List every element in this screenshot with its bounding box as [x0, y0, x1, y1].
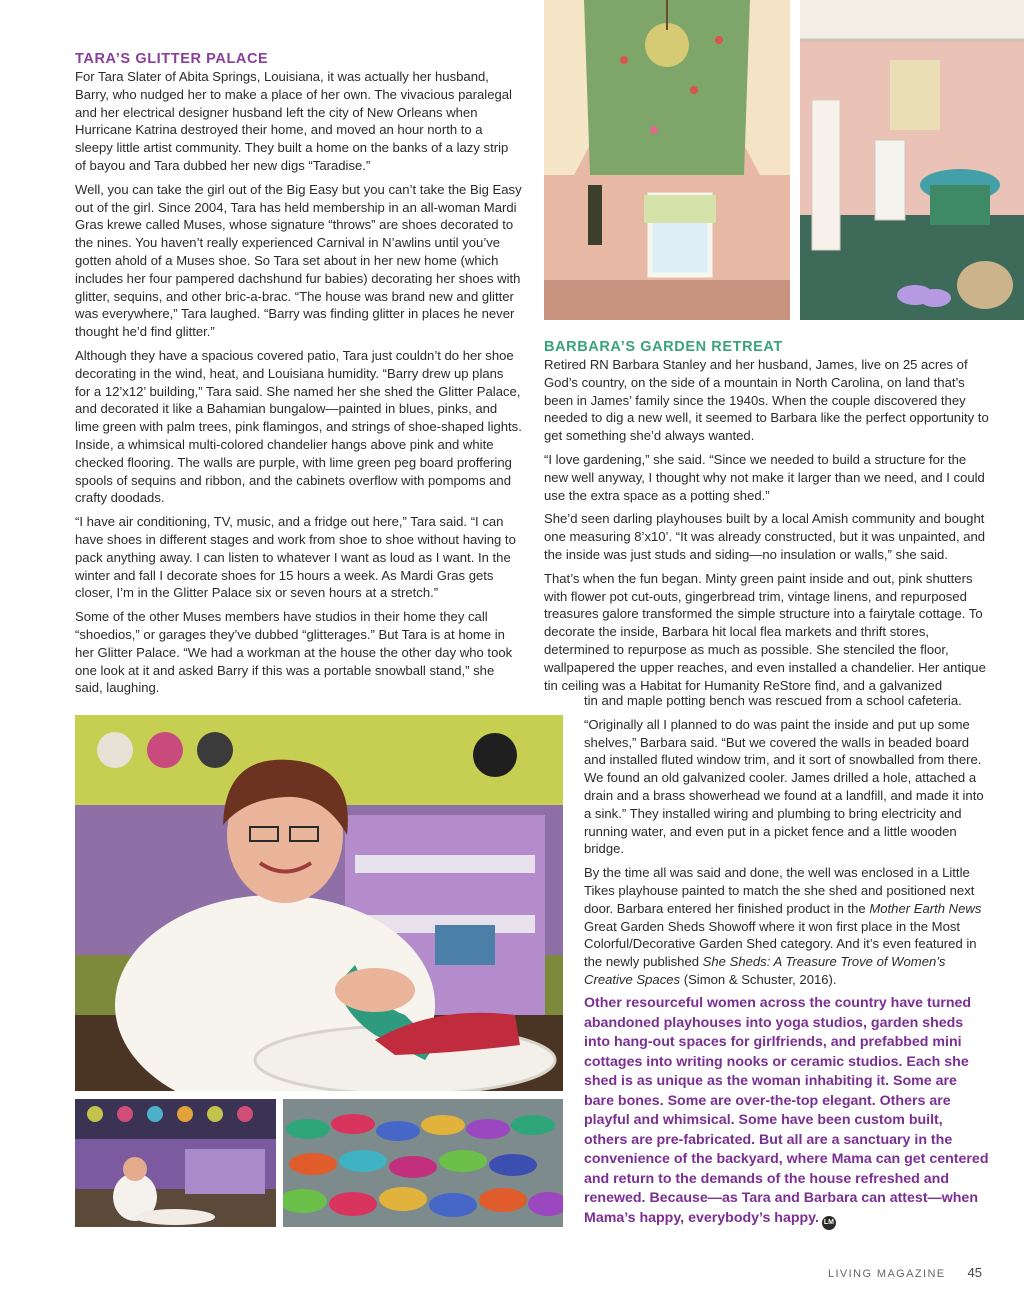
tara-decorating-shoe-photo	[75, 715, 563, 1091]
magazine-name: LIVING MAGAZINE	[827, 1268, 946, 1280]
barbara-section-continued	[584, 692, 992, 995]
tara-heading: TARA’S GLITTER PALACE	[75, 51, 269, 67]
barbara-paragraph-4: That’s when the fun began. Minty green paint inside and out, pink shutters with flower pot cut-outs, gingerbread trim, vintage linens, and repurposed treasures galore transformed the simple structure into a fairytale cottage. To decorate the inside, Barbara hit local flea markets and thrift stores, determined to repurpose as much as possible. She stenciled the floor, wallpapered the upper reaches, and even installed a chandelier. Her antique tin ceiling was a Habitat for Humanity ReStore find, and a galvanized	[544, 570, 986, 693]
page-number: 45	[967, 1265, 982, 1280]
barbara-section	[544, 338, 993, 700]
page-footer	[828, 1265, 982, 1280]
tara-paragraph-4: “I have air conditioning, TV, music, and a fridge out here,” Tara said. “I can have shoes in different stages and work from shoe to shoe without having to pack anything away. I can listen to whatever I want as loud as I want. In the winter and fall I decorate shoes for 15 hours a week. As Mardi Gras gets closer, I’m in the Glitter Palace six or seven hours at a stretch.”	[75, 514, 516, 601]
book-title: She Sheds: A Treasure Trove of Women’s Creative Spaces	[584, 954, 946, 987]
end-mark-icon: LM	[822, 1216, 836, 1230]
tara-workspace-photo	[75, 1099, 276, 1227]
shed-interior-floor-photo	[800, 0, 1024, 320]
barbara-paragraph-6: By the time all was said and done, the well was enclosed in a Little Tikes playhouse painted to match the she shed and positioned next door. Barbara entered her finished product in the Mother Earth News Great Garden Sheds Showoff where it won first place in the Most Colorful/Decorative Garden Shed category. And it’s even featured in the newly published She Sheds: A Treasure Trove of Women’s Creative Spaces (Simon & Schuster, 2016).	[584, 865, 982, 987]
barbara-paragraph-4-continued: tin and maple potting bench was rescued from a school cafeteria.	[584, 693, 962, 708]
barbara-paragraph-5: “Originally all I planned to do was paint the inside and put up some shelves,” Barbara said. “But we covered the walls in beaded board and installed fluted window trim, and it sort of snowballed from there. We found an old galvanized cooler. James drilled a hole, attached a drain and a brass showerhead we found at a landfill, and made it into a sink.” They installed wiring and plumbing to bring electricity and running water, and even put in a picket fence and a little wooden bridge.	[584, 716, 984, 857]
tara-paragraph-1: For Tara Slater of Abita Springs, Louisiana, it was actually her husband, Barry, who nudged her to make a place of her own. The vivacious paralegal and her electrical designer husband left the city of New Orleans when Hurricane Katrina destroyed their home, and moved an hour north to a sleepy little artist community. They built a home on the banks of a lazy strip of bayou and Tara dubbed her new digs “Taradise.”	[75, 69, 512, 173]
barbara-paragraph-2: “I love gardening,” she said. “Since we needed to build a structure for the new well anyway, I thought why not make it larger than we need, and I could use the extra space as a potting shed.”	[544, 451, 985, 503]
tara-section	[75, 50, 522, 703]
barbara-paragraph-1: Retired RN Barbara Stanley and her husband, James, live on 25 acres of God’s country, on the side of a mountain in North Carolina, on land that’s been in James’ family since the 1940s. When the couple discovered they needed to dig a new well, it seemed to Barbara like the perfect opportunity to get something she’d always wanted.	[544, 357, 989, 444]
barbara-heading: BARBARA’S GARDEN RETREAT	[544, 339, 783, 355]
shed-interior-chandelier-photo	[544, 0, 790, 320]
decorated-shoes-photo	[283, 1099, 563, 1227]
tara-paragraph-5: Some of the other Muses members have studios in their home they call “shoedios,” or garages they’ve dubbed “glitterages.” But Tara is at home in her Glitter Palace. “We had a workman at the house the other day who took one look at it and asked Barry if this was a portable snowball stand,” she said, laughing.	[75, 609, 513, 696]
barbara-paragraph-3: She’d seen darling playhouses built by a local Amish community and bought one measuring 8’x10’. “It was already constructed, but it was unpainted, and the inside was just studs and siding—no insulation or walls,” she said.	[544, 511, 986, 562]
closing-pullquote: Other resourceful women across the country have turned abandoned playhouses into yoga studios, garden sheds into hang-out spaces for girlfriends, and prefabbed mini cottages into writing nooks or ceramic studios. Each she shed is as unique as the woman inhabiting it. Some are bare bones. Some are over-the-top elegant. Others are playful and whimsical. Some have been custom built, others are pre-fabricated. But all are a sanctuary in the convenience of the backyard, where Mama can get centered and return to the demands of the house refreshed and renewed. Because—as Tara and Barbara can attest—when Mama’s happy, everybody’s happy. LM	[584, 994, 989, 1230]
magazine-title: Mother Earth News	[869, 900, 982, 916]
tara-paragraph-2: Well, you can take the girl out of the Big Easy but you can’t take the Big Easy out of the girl. Since 2004, Tara has held membership in an all-woman Mardi Gras krewe called Muses, whose signature “throws” are shoes decorated to the nines. You haven’t really experienced Carnival in N’awlins until you’ve gotten ahold of a Muses shoe. So Tara set about in her new home (which includes her four pampered dachshund fur babies) decorating her shoes with glitter, sequins, and other bric-a-brac. “The house was brand new and glitter was everywhere,” Tara laughed. “Barry was finding glitter in places he never thought he’d find glitter.”	[75, 181, 522, 340]
tara-paragraph-3: Although they have a spacious covered patio, Tara just couldn’t do her shoe decorating in the wind, heat, and Louisiana humidity. “Barry drew up plans for a 12’x12’ building,” Tara said. She named her she shed the Glitter Palace, and decorated it like a Bahamian bungalow—painted in blues, pinks, and lime green with palm trees, pink flamingos, and strings of shoe-shaped lights. Inside, a whimsical multi-colored chandelier hangs above pink and white checked flooring. The walls are purple, with lime green peg board proffering spools of sequins and ribbon, and the cabinets overflow with pompoms and crafty doodads.	[75, 347, 522, 506]
